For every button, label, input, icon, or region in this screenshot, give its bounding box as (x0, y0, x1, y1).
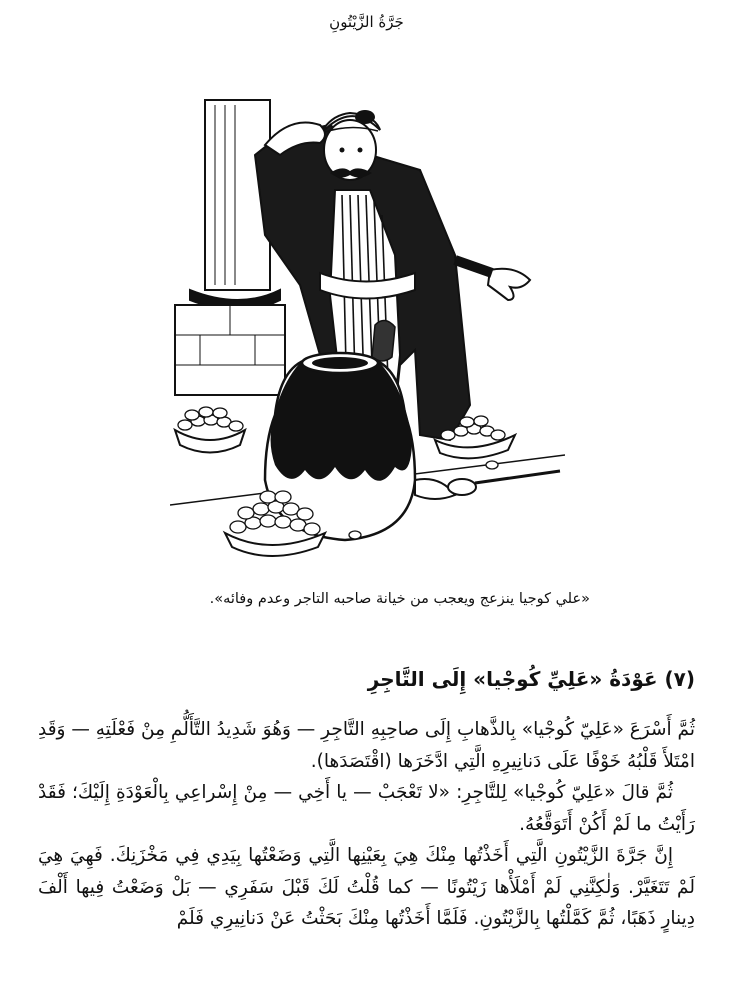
figure-caption: «علي كوجيا ينزعج ويعجب من خيانة صاحبه التاجر وعدم وفائه». (209, 591, 590, 607)
paragraph: إِنَّ جَرَّةَ الزَّيْتُونِ الَّتِي أَخَذْتُها مِنْكَ هِيَ بِعَيْنِها الَّتِي وَضَعْتُها بِيَدِي فِي مَخْزَنِكَ. فَهِيَ هِيَ لَمْ تَتَغَيَّرْ. وَلٰكِنَّنِي لَمْ أَمْلَأْها زَيْتُونًا — كما قُلْتُ لَكَ قَبْلَ سَفَرِي — بَلْ وَضَعْتُ فِيها أَلْفَ دِينارٍ ذَهَبًا، ثُمَّ كَمَّلْتُها بِالزَّيْتُونِ. فَلَمَّا أَخَذْتُها مِنْكَ بَحَثْتُ عَنْ دَنانِيرِي فَلَمْ (38, 845, 695, 929)
stone-block (175, 305, 285, 395)
paragraph: ثُمَّ أَسْرَعَ «عَلِيّ كُوجْيا» بِالذَّهابِ إِلَى صاحِبِهِ التَّاجِرِ — وَهُوَ شَدِيدُ التَّأَلُّمِ مِنْ فَعْلَتِهِ — وَقَدِ امْتَلأَ قَلْبُهُ خَوْفًا عَلَى دَنانِيرِهِ الَّتِي ادَّخَرَها (اقْتَصَدَها). (38, 719, 695, 772)
spoon (448, 471, 560, 495)
illustration-merchant-with-olive-jar (170, 95, 565, 560)
paragraph: ثُمَّ قالَ «عَلِيّ كُوجْيا» لِلتَّاجِرِ: «لا تَعْجَبْ — يا أَخِي — مِنْ إِسْراعِي بِالْعَوْدَةِ إِلَيْكَ؛ فَقَدْ رَأَيْتُ ما لَمْ أَكُنْ أَتَوَقَّعُهُ. (38, 782, 695, 835)
chapter-heading: (٧) عَوْدَةُ «عَلِيِّ كُوجْيا» إِلَى التَّاجِرِ (367, 667, 695, 691)
body-text (38, 714, 695, 935)
running-header: جَرَّةُ الزَّيْتُونِ (329, 13, 404, 31)
olive-bowl-left (175, 407, 245, 453)
